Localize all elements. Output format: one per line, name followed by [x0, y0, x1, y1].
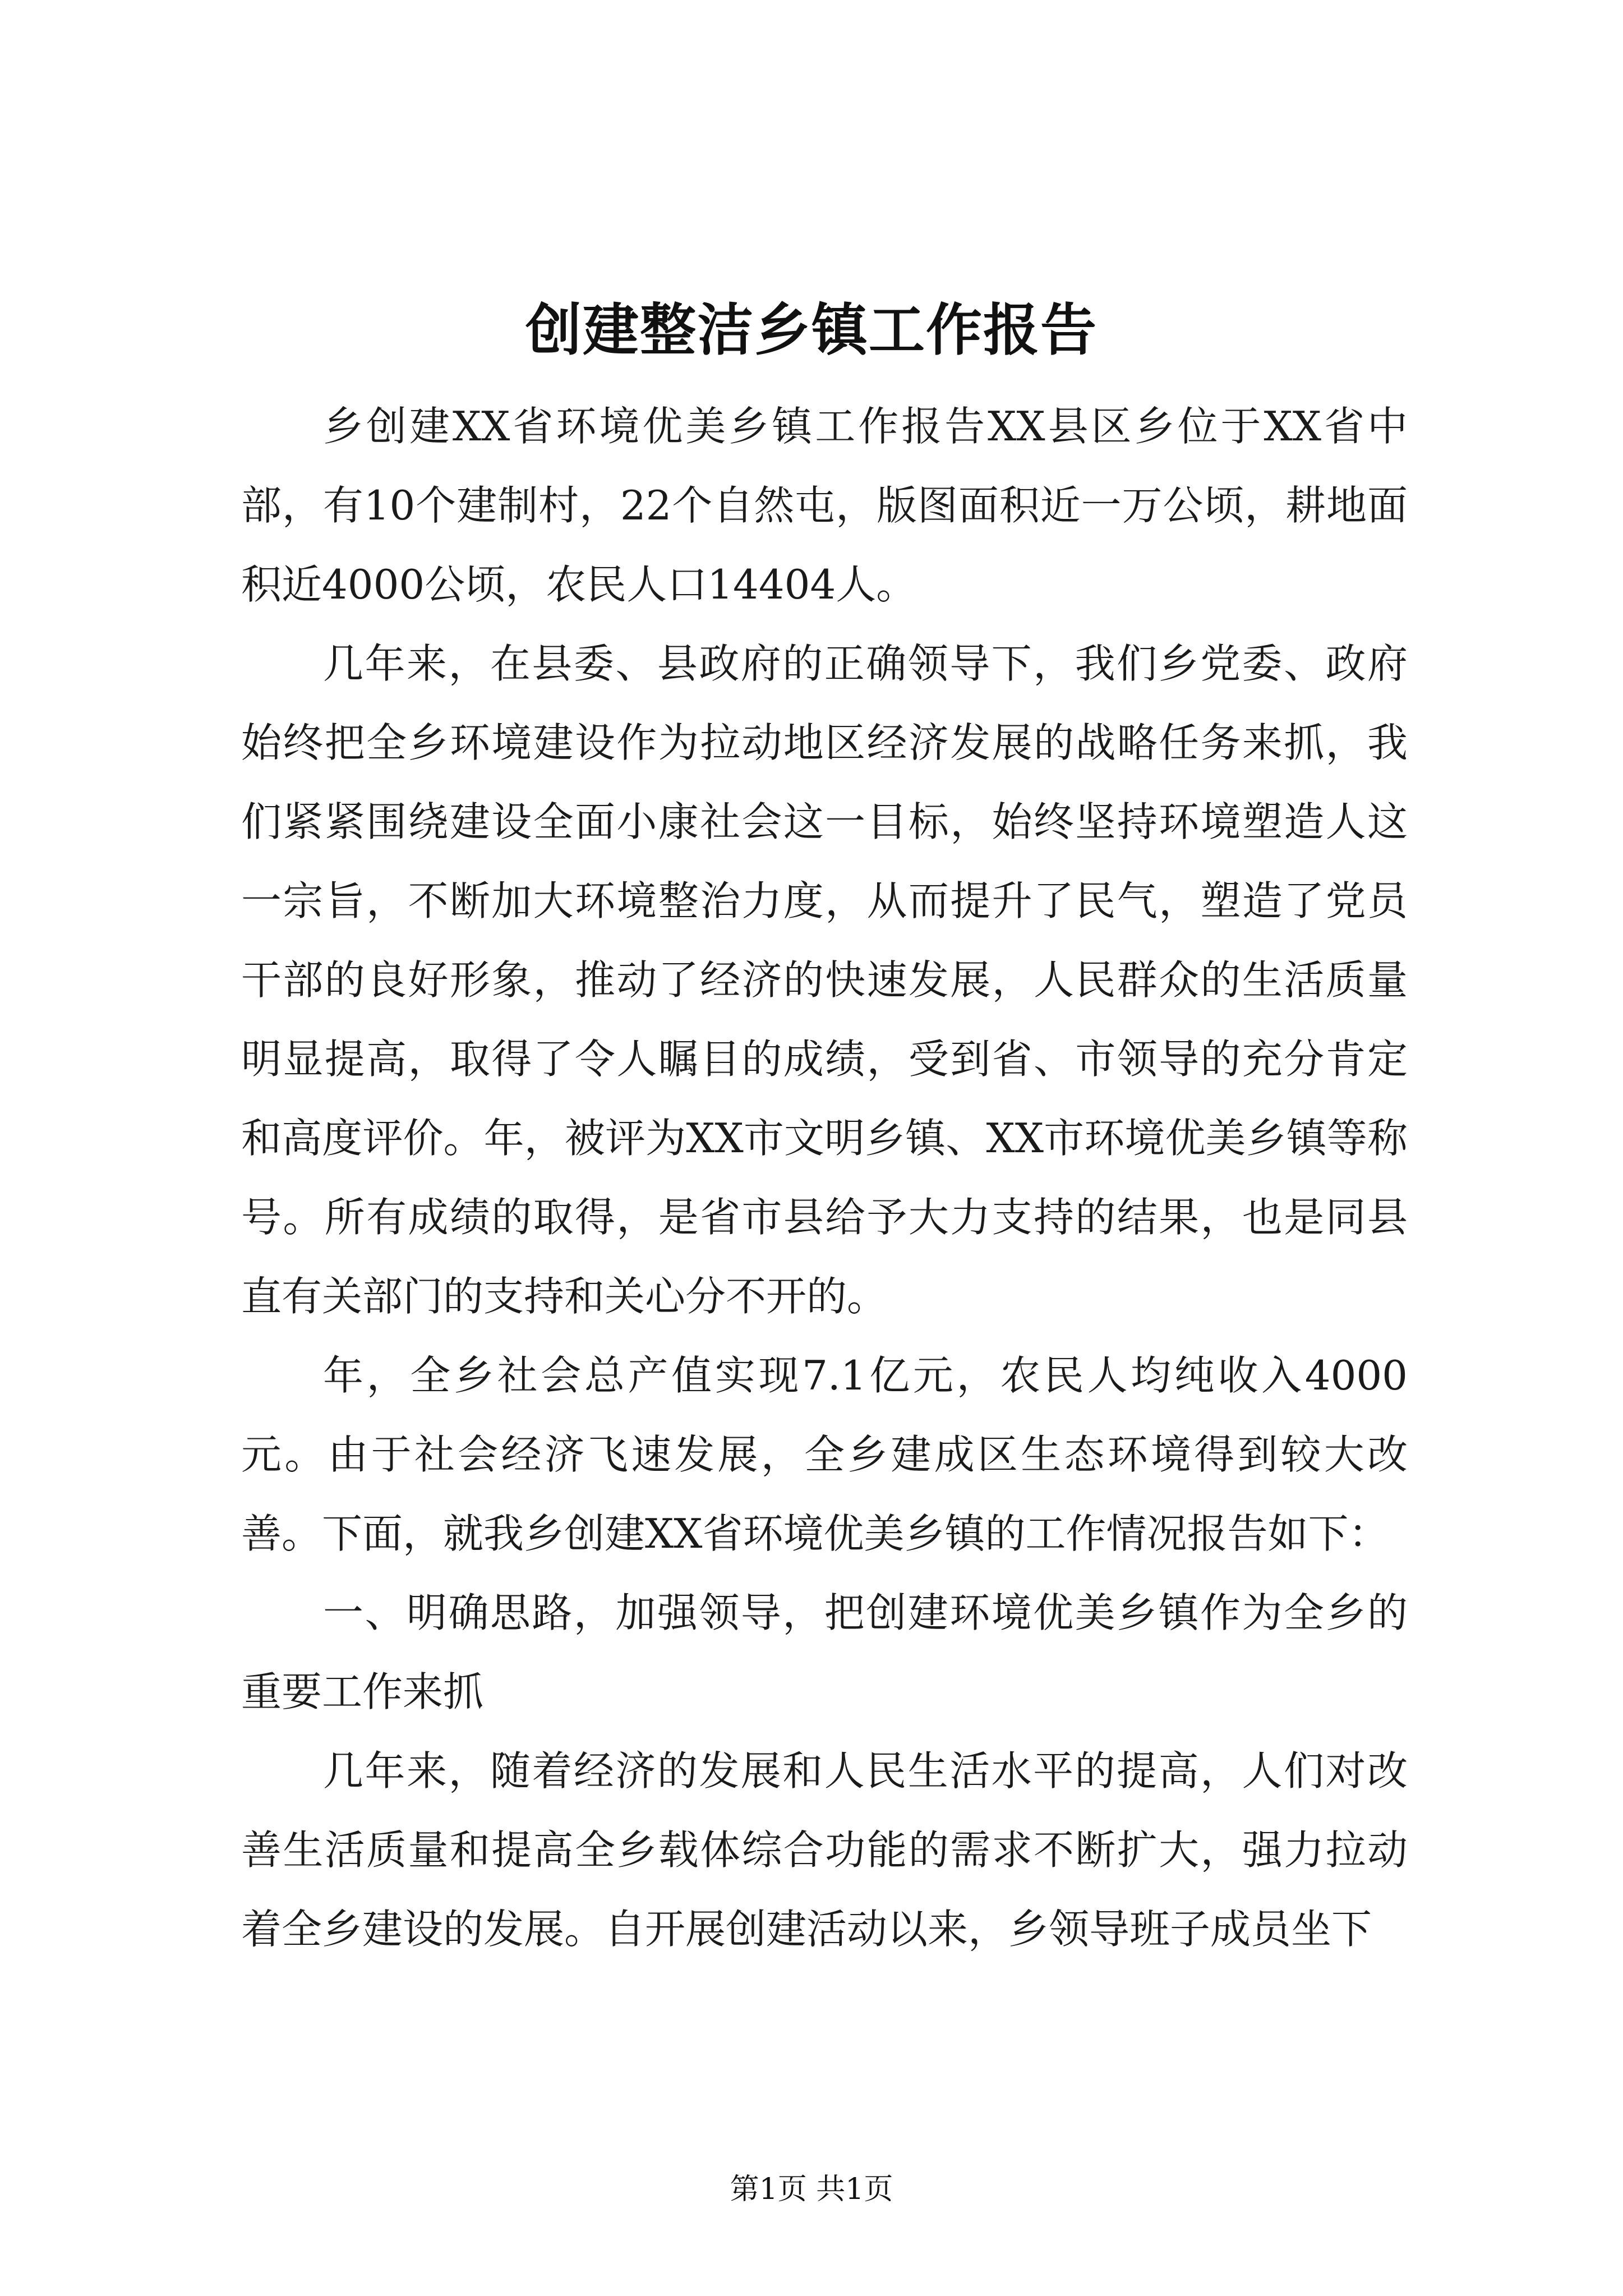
document-title: 创建整洁乡镇工作报告	[525, 297, 1098, 363]
paragraph-2: 几年来，在县委、县政府的正确领导下，我们乡党委、政府始终把全乡环境建设作为拉动地区经济发展的战略任务来抓，我们紧紧围绕建设全面小康社会这一目标，始终坚持环境塑造人这一宗旨，不断加大环境整治力度，从而提升了民气，塑造了党员干部的良好形象，推动了经济的快速发展，人民群众的生活质量明显提高，取得了令人瞩目的成绩，受到省、市领导的充分肯定和高度评价。年，被评为XX市文明乡镇、XX市环境优美乡镇等称号。所有成绩的取得，是省市县给予大力支持的结果，也是同县直有关部门的支持和关心分不开的。	[241, 640, 1408, 1320]
paragraph-4: 几年来，随着经济的发展和人民生活水平的提高，人们对改善生活质量和提高全乡载体综合功能的需求不断扩大，强力拉动着全乡建设的发展。自开展创建活动以来，乡领导班子成员坐下	[241, 1747, 1408, 1953]
page-footer: 第1页 共1页	[730, 2173, 893, 2206]
document-body	[241, 387, 1408, 1969]
paragraph-3: 年，全乡社会总产值实现7.1亿元，农民人均纯收入4000元。由于社会经济飞速发展，全乡建成区生态环境得到较大改善。下面，就我乡创建XX省环境优美乡镇的工作情况报告如下：	[241, 1352, 1408, 1557]
paragraph-1: 乡创建XX省环境优美乡镇工作报告XX县区乡位于XX省中部，有10个建制村，22个自然屯，版图面积近一万公顷，耕地面积近4000公顷，农民人口14404人。	[241, 403, 1408, 608]
section-heading-1: 一、明确思路，加强领导，把创建环境优美乡镇作为全乡的重要工作来抓	[241, 1589, 1408, 1715]
